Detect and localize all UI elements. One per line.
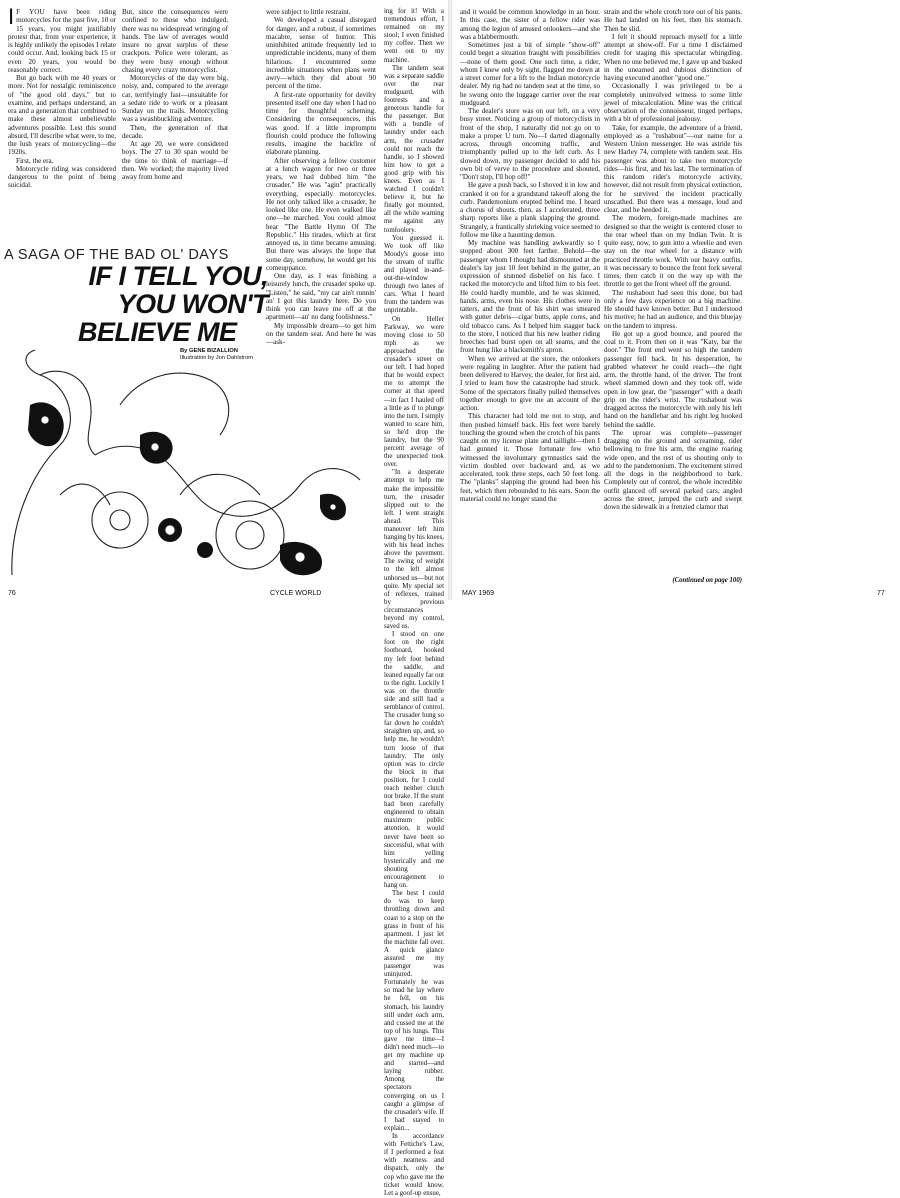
paragraph: Then, the generation of that decade. <box>122 123 228 140</box>
paragraph: At age 20, we were considered boys. The 27 to 30 span would be the time to think of marriage—if then. We worked; the majority lived away from home and <box>122 140 228 181</box>
paragraph: We developed a casual disregard for danger, and a robust, if sometimes macabre, sense of humor. This uninhibited attitude frequently led to unpredictable incidents, many of them hilarious. I encountered some incredible situations when plans went awry—which they did about 90 percent of the time. <box>266 16 376 91</box>
paragraph: My impossible dream—to get him on the tandem seat. And here he was—ask- <box>266 321 376 346</box>
wheel-hub-shape <box>110 510 130 530</box>
paragraph: Take, for example, the adventure of a friend, employed as a "rushabout"—our name for a Western Union messenger. He was astride his new Harley 74, complete with tandem seat. His passenger was about to take two motorcycle rides—his first, and his last. The termination of this random rider's motorcycle activity, however, did not result from physical extinction, for he survived the incident practically unscathed. But there was a message, loud and clear, and he heeded it. <box>604 123 743 214</box>
paragraph: A first-rate opportunity for devilry presented itself one day when I had no time for thoughtful scheming. Considering the consequences, this was good. If a little impromptu flourish could produce the following results, imagine the backfire of elaborate planning. <box>266 90 376 157</box>
paragraph: In accordance with Fettiche's Law, if I performed a feat with neatness and dispatch, only the cop who gave me the ticket would know. Let a goof-up ensue, <box>384 1133 444 1197</box>
paragraph: Motorcycles of the day were big, noisy, and, compared to the average car, terrifyingly fast—unsuitable for a sedate ride to work or a pleasant Sunday on the trails. Motorcycling was a swashbuckling adventure. <box>122 74 228 124</box>
paragraph: One day, as I was finishing a leisurely lunch, the crusader spoke up. "Listen," he said, "my car ain't runnin' an' I got this laundry here. Do you think you can leave me off at the apartment—an' no dang foolishness." <box>266 272 376 322</box>
paragraph: strain and the whole crotch tore out of his pants. He had landed on his feet, then his stomach. Then he slid. <box>604 8 742 33</box>
paragraph: My machine was handling awkwardly so I stopped about 300 feet farther. Behold—the passenger whom I thought had dismounted at the dealer's lay just 10 feet behind in the gutter, an expression of stunned disbelief on his face. I racked the motorcycle and lifted him to his feet. He could hardly mumble, and he was skinned, hands, arms, even his nose. His clothes were in tatters, and the front of his shirt was smeared with gutter debris—cigar butts, apple cores, and old tobacco cans. As I helped him stagger back to the store, I noticed that his new leather riding breeches had burst open on all seams, and the front hung like a blacksmith's apron. <box>460 239 600 355</box>
wheel-shape <box>92 492 148 548</box>
right-page <box>452 0 900 600</box>
paragraph: The dealer's store was on our left, on a very busy street. Noticing a group of motorcyclists in front of the shop, I naturally did not go on to make a proper U turn. No—I darted diagonally across, through oncoming traffic, and triumphantly pulled up to the left curb. As I slowed down, my passenger decided to add his own bit of verve to the procedure and shouted, "Don't stop, I'll hop off!" <box>460 107 600 181</box>
headline-line: YOU WON'T <box>117 289 268 319</box>
paragraph: and it would be common knowledge in an hour. In this case, the sister of a fellow rider was among the legion of amused onlookers—and she was a blabbermouth. <box>460 8 600 41</box>
column-3 <box>266 8 376 346</box>
pattern-dot <box>295 552 305 562</box>
pattern-dot <box>41 416 49 424</box>
paragraph: First, the era. <box>16 156 54 165</box>
column-5 <box>460 8 600 583</box>
headline-line: IF I TELL YOU, <box>88 261 268 291</box>
paragraph: I felt it should reproach myself for a little attempt at show-off. For a time I disclaimed credit for staging this spectacular whingding. When no one believed me, I gave up and basked in the unearned and dubious distinction of having executed another "good one." <box>604 32 742 82</box>
paragraph: This character had told me not to stop, and then pushed himself back. His feet were barely touching the ground when the crotch of his pants caught on my license plate and taillight—then I had gunned it. Those fortunate few who witnessed the involuntary gymnastics said the victim doubled over backward and, as we accelerated, took three steps, each 50 feet long. The "planks" slapping the ground had been his feet, which then rebounded to his ears. Soon the material could no longer stand the <box>460 412 600 503</box>
left-page <box>0 0 448 1197</box>
paragraph: Occasionally I was privileged to be a completely uninvolved witness to some little jewel of miscalculation. Mine was the critical observation of the connoisseur, tinged perhaps, with a bit of professional jealousy. <box>604 82 742 124</box>
column-4 <box>384 8 444 1197</box>
illustration-line <box>180 474 260 495</box>
column-1 <box>8 4 116 240</box>
headline-line: BELIEVE ME <box>78 317 237 347</box>
paragraph: When we arrived at the store, the onlookers were regaling in laughter. After the patient had been delivered to Harvey, the dealer, for first aid, I tried to learn how the catastrophe had struck. Some of the spectators finally pulled themselves together enough to give me an account of the action. <box>460 354 600 412</box>
paragraph: He gave a push back, so I shoved it in low and cranked it on for a grandstand takeoff along the curb. Pandemonium erupted behind me. I heard a chorus of shouts, then, as I accelerated, three sharp reports like a plank slapping the ground. Strangely, a frantically shrieking voice seemed to follow me like a haunting demon. <box>460 181 600 239</box>
pattern-dot <box>165 525 175 535</box>
paragraph: On Heller Parkway, we were moving close to 50 mph as we approached the crusader's street on our left. I had hoped that he would expect me to attempt the corner at that speed—in fact I hauled off a little as if to plunge into the turn. I simply wanted to scare him, so he'd drop the laundry, but the 90 percent average of the unexpected took over. <box>384 315 444 469</box>
motorcycle-illustration <box>0 345 372 580</box>
illustrator-credit: Illustration by Jon Dahlstrom <box>180 355 254 361</box>
paragraph: After observing a fellow customer at a lunch wagon for two or three years, we had dubbed him "the crusader." He was "agin" practically everything, especially motorcycles. He not only talked like a crusader, he looked like one. He even walked like one—he marched. You could almost hear "The Battle Hymn Of The Republic." His tirades, which at first annoyed us, in time became amusing. But there was always the hope that some day, somehow, he would get his comeuppance. <box>266 156 376 272</box>
magazine-name: CYCLE WORLD <box>270 590 322 597</box>
paragraph: The uproar was complete—passenger dragging on the ground and screaming, rider bellowing to free his arm, the engine roaring wide open, and the rest of us shouting only to add to the pandemonium. The excitement stirred all the dogs in the neighborhood to bark. Completely out of control, the whole incredible outfit glanced off several parked cars, angled across the street, jumped the curb and swept down the sidewalk in a frenzied clamor that <box>604 428 742 511</box>
paragraph: The modern, foreign-made machines are designed so that the weight is centered closer to the rear wheel than on my Indian Twin. It is quite easy, now, to gun into a wheelie and even stay on the rear wheel for a distance with practiced throttle work. With our heavy outfits, it was necessary to bounce the front fork several times, then catch it on the way up with the throttle to get the front wheel off the ground. <box>604 214 742 289</box>
wheel-shape <box>216 501 284 569</box>
headline <box>78 262 268 346</box>
illustration-line <box>12 350 71 575</box>
drop-cap: I <box>8 4 15 29</box>
wheel-hub-shape <box>236 521 264 549</box>
pattern-dot <box>151 443 159 451</box>
paragraph: I stood on one foot on the right footboard, hooked my left foot behind the saddle, and leaned equally far out to the right. Luckily I was on the throttle side and still had a semblance of control. The crusader hung so far down he couldn't straighten up, and, so help me, he wouldn't turn loose of that laundry. The only option was to circle the block in that position, for I could reach neither clutch nor brake. If the stunt had been carefully engineered to obtain maximum public attention, it would never have been so successful, what with him yelling hysterically and me shouting encouragement to hang on. <box>384 631 444 890</box>
paragraph: The tandem seat was a separate saddle over the rear mudguard, with footrests and a generous handle for the passenger. But with a bundle of laundry under each arm, the crusader could not reach the handle, so I showed him how to get a good grip with his knees. Even as I watched I couldn't believe it, but he finally got mounted, all the while warning me against any tomfoolery. <box>384 64 444 234</box>
paragraph: I F YOU have been riding motorcycles for the past five, 10 or 15 years, you might justifiably protest that, from your experience, it is highly unlikely the episodes I relate could occur. And, looking back 15 or even 20 years, you would be reasonably correct. <box>8 4 116 74</box>
paragraph: were subject to little restraint. <box>266 8 351 16</box>
pattern-dot <box>330 504 336 510</box>
paragraph: But, since the consequences were confined to those who indulged, there was no widespread wringing of hands. The law of averages would insure no great surplus of these crackpots. Police were tolerant, as they were busy enough without chasing every crazy motorcyclist. <box>122 8 228 74</box>
paragraph: Motorcycle riding was considered dangerous to the point of being suicidal. <box>8 164 116 190</box>
author: By GENE BIZALLION <box>180 348 238 354</box>
paragraph: ing for it! With a tremendous effort, I remained on my stool; I even finished my coffee. Then we went out to my machine. <box>384 8 444 64</box>
illustration-line <box>60 484 110 505</box>
paragraph: The rushabout had seen this done, but had only a few days experience on a big machine. He should have known better. But I understood his motive; he had an audience, and this bluejay on the tandem to impress. <box>604 288 742 330</box>
issue-date: MAY 1969 <box>462 590 495 597</box>
article-kicker: A SAGA OF THE BAD OL' DAYS <box>4 247 229 263</box>
column-2 <box>122 8 228 240</box>
page-number-right: 77 <box>877 590 885 597</box>
continued-note: (Continued on page 100) <box>672 577 742 584</box>
paragraph: But go back with me 40 years or more. Not for nostalgic reminiscence of "the good old days," but to examine, and perhaps understand, an era and a generation that combined to make these almost unbelievable adventures possible. Lest this sound absurd, I'll describe what were, to me, the lush years of motorcycling—the 1920s. <box>8 74 116 157</box>
paragraph: He got up a good bounce, and poured the coal to it. From then on it was "Katy, bar the door." The front end went so high the tandem passenger fell back. In his desperation, he grabbed whatever he could reach—the right arm, the throttle hand, of the driver. The front wheel slammed down and they took off, wide open in low gear, the "passenger" with a death grip on the rider's wrist. The rushabout was dragged across the motorcycle with only his left hand on the handlebar and his right leg hooked behind the saddle. <box>604 329 742 429</box>
illustration-line <box>120 373 229 435</box>
page-number-left: 76 <box>8 590 16 597</box>
paragraph: You guessed it. We took off like Moody's goose into the stream of traffic and played in-and-out-the-window through two lanes of cars. What I heard from the tandem was unprintable. <box>384 234 444 315</box>
paragraph: "In a desperate attempt to help me make the impossible turn, the crusader slipped out to the left. I went straight ahead. This maneuver left him hanging by his knees, with his head inches above the pavement. The swing of weight to the left almost unhorsed us—but not quite. My special set of reflexes, trained by previous circumstances beyond my control, saved us. <box>384 469 444 631</box>
paragraph: Sometimes just a bit of simple "show-off" could beget a situation fraught with possibilities—none of them good. One such time, a rider, whom I knew only by sight, flagged me down at a street corner for a lift to the Indian motorcycle dealer. My rig had no tandem seat at the time, so he swung onto the luggage carrier over the rear mudguard. <box>460 41 600 107</box>
ink-blot <box>197 542 213 558</box>
paragraph: The best I could do was to keep throttling down and coast to a stop on the grass in front of his apartment. I just let the machine fall over. A quick glance assured me my passenger was uninjured. Fortunately he was so mad he lay where he fell, on his stomach, his laundry still under each arm, and cussed me at the top of his lungs. This gave me time—I didn't need much—to get my machine up and started—and laying rubber. Among the spectators converging on us I caught a glimpse of the crusader's wife. If I had stayed to explain... <box>384 890 444 1132</box>
column-6 <box>604 8 742 574</box>
